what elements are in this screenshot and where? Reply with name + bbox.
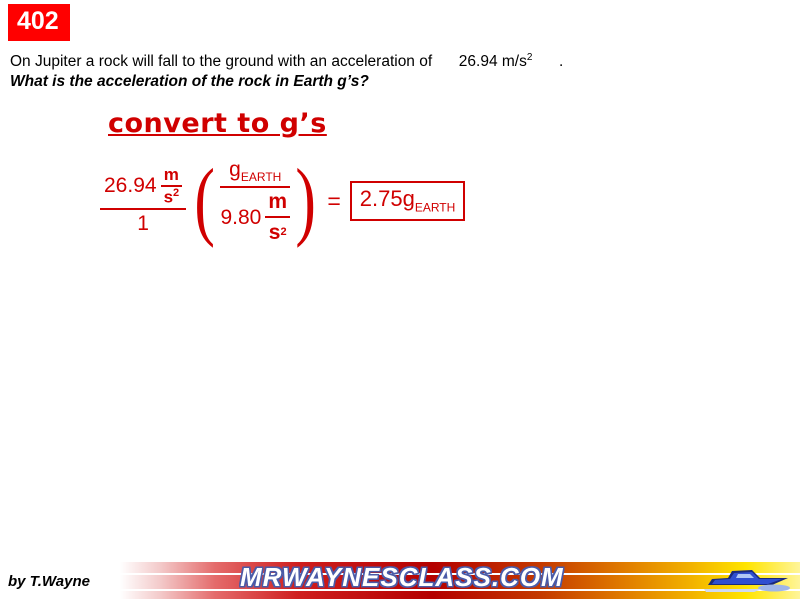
slide-number-badge: 402	[8, 4, 70, 41]
left-parenthesis: (	[194, 152, 216, 250]
conversion-den-unit-numerator: m	[268, 190, 288, 214]
given-fraction-bar	[100, 208, 186, 210]
conversion-den-value: 9.80	[220, 205, 262, 229]
answer-box	[350, 181, 466, 221]
given-value: 26.94	[104, 174, 157, 198]
right-parenthesis: )	[295, 152, 316, 250]
footer-author: by T.Wayne	[8, 573, 90, 590]
conversion-den-unit-fraction	[265, 191, 290, 244]
given-unit-den-exponent: 2	[173, 186, 180, 199]
conversion-expression	[100, 152, 465, 250]
conversion-denominator	[220, 188, 290, 244]
work-heading: convert to g’s	[108, 108, 327, 139]
question-text	[10, 48, 790, 92]
answer-subscript: EARTH	[414, 200, 456, 215]
given-unit-numerator: m	[163, 164, 179, 184]
question-period: .	[559, 53, 564, 71]
conversion-num-subscript: EARTH	[240, 170, 282, 185]
conversion-den-unit-denominator	[266, 219, 290, 244]
given-unit-den-text: s	[163, 187, 174, 207]
question-value: 26.94 m/s	[458, 53, 527, 71]
conversion-den-unit-den-exponent: 2	[280, 226, 287, 239]
conversion-den-unit-den-text: s	[268, 221, 281, 245]
conversion-fraction	[220, 158, 290, 244]
question-line-1-text: On Jupiter a rock will fall to the ground with an acceleration of	[10, 53, 433, 71]
question-value-exponent: 2	[526, 52, 533, 63]
conversion-num-text: g	[229, 158, 241, 181]
given-numerator	[100, 166, 186, 206]
conversion-numerator	[229, 158, 281, 186]
equals-sign: =	[327, 187, 341, 214]
speedboat-icon	[702, 558, 794, 598]
footer-site-url: MRWAYNESCLASS.COM	[240, 562, 564, 592]
answer-value: 2.75g	[359, 185, 415, 211]
conversion-den-unit-bar	[265, 216, 290, 218]
given-denominator: 1	[137, 212, 149, 236]
question-line-2: What is the acceleration of the rock in Earth g’s?	[10, 73, 369, 91]
given-fraction	[100, 166, 186, 236]
footer-bar	[0, 556, 800, 600]
given-unit-denominator	[161, 188, 183, 207]
given-unit-fraction	[161, 166, 183, 206]
question-line-1	[10, 48, 790, 72]
conversion-factor	[190, 152, 320, 250]
